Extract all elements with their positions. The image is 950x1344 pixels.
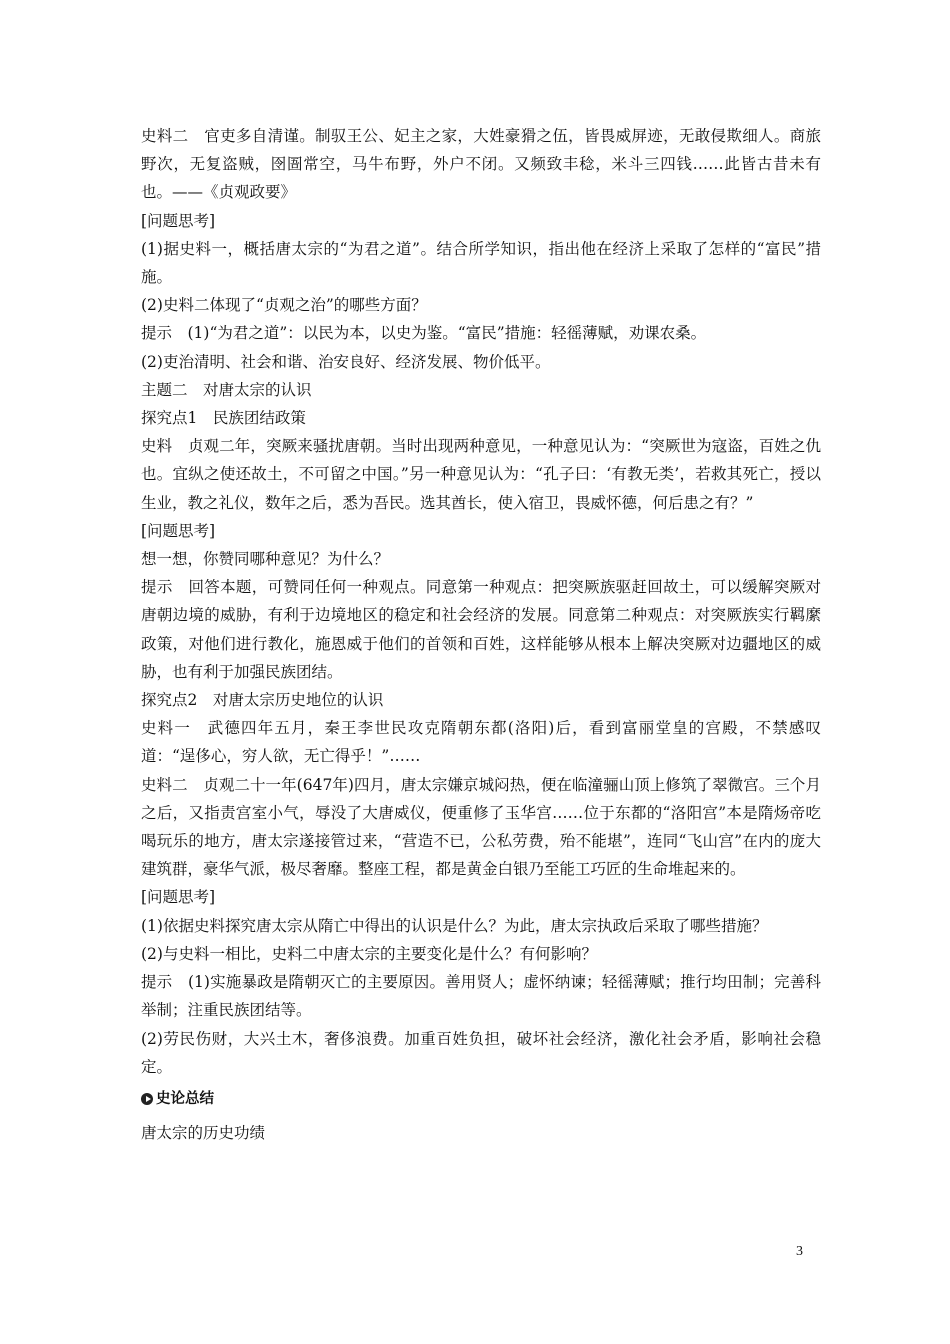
play-circle-icon — [141, 1093, 153, 1105]
inquiry-heading: 探究点1 民族团结政策 — [141, 409, 306, 428]
paragraph: (2)劳民伤财，大兴土木，奢侈浪费。加重百姓负担，破坏社会经济，激化社会矛盾，影响社会稳定。 — [141, 1029, 821, 1076]
paragraph: 史料二 官吏多自清谨。制驭王公、妃主之家，大姓豪猾之伍，皆畏威屏迹，无敢侵欺细人。商旅野次，无复盗贼，囹圄常空，马牛布野，外户不闭。又频致丰稔，米斗三四钱……此皆古昔未有也。——《贞观政要》 — [141, 127, 821, 202]
paragraph: [问题思考] — [141, 211, 216, 230]
page-content — [141, 122, 821, 1147]
topic-heading: 主题二 对唐太宗的认识 — [141, 380, 312, 399]
paragraph: [问题思考] — [141, 888, 216, 907]
paragraph: 史料 贞观二年，突厥来骚扰唐朝。当时出现两种意见，一种意见认为：“突厥世为寇盗，百姓之仇也。宜纵之使还故土，不可留之中国。”另一种意见认为：“孔子曰：‘有教无类’，若救其死亡，授以生业，教之礼仪，数年之后，悉为吾民。选其酋长，使入宿卫，畏威怀德，何后患之有？” — [141, 437, 821, 512]
paragraph: (2)吏治清明、社会和谐、治安良好、经济发展、物价低平。 — [141, 352, 551, 371]
closing-line: 唐太宗的历史功绩 — [141, 1123, 266, 1142]
summary-heading-label: 史论总结 — [156, 1090, 214, 1107]
summary-heading — [141, 1085, 821, 1113]
paragraph: 提示 (1)“为君之道”：以民为本，以史为鉴。“富民”措施：轻徭薄赋，劝课农桑。 — [141, 324, 707, 343]
page-number: 3 — [796, 1244, 803, 1259]
paragraph: 史料二 贞观二十一年(647年)四月，唐太宗嫌京城闷热，便在临潼骊山顶上修筑了翠微宫。三个月之后，又指责宫室小气，辱没了大唐威仪，便重修了玉华宫……位于东都的“洛阳宫”本是隋炀帝吃喝玩乐的地方，唐太宗遂接管过来，“营造不已，公私劳费，殆不能堪”，连同“飞山宫”在内的庞大建筑群，豪华气派，极尽奢靡。整座工程，都是黄金白银乃至能工巧匠的生命堆起来的。 — [141, 775, 821, 879]
inquiry-heading: 探究点2 对唐太宗历史地位的认识 — [141, 691, 384, 710]
paragraph: (1)依据史料探究唐太宗从隋亡中得出的认识是什么？为此，唐太宗执政后采取了哪些措施？ — [141, 916, 768, 935]
paragraph: 提示 (1)实施暴政是隋朝灭亡的主要原因。善用贤人；虚怀纳谏；轻徭薄赋；推行均田制；完善科举制；注重民族团结等。 — [141, 973, 821, 1020]
paragraph: [问题思考] — [141, 521, 216, 540]
paragraph: (2)与史料一相比，史料二中唐太宗的主要变化是什么？有何影响？ — [141, 944, 597, 963]
paragraph: 提示 回答本题，可赞同任何一种观点。同意第一种观点：把突厥族驱赶回故土，可以缓解突厥对唐朝边境的威胁，有利于边境地区的稳定和社会经济的发展。同意第二种观点：对突厥族实行羁縻政策，对他们进行教化，施恩威于他们的首领和百姓，这样能够从根本上解决突厥对边疆地区的威胁，也有利于加强民族团结。 — [141, 578, 821, 681]
paragraph: 想一想，你赞同哪种意见？为什么？ — [141, 550, 390, 569]
paragraph: (2)史料二体现了“贞观之治”的哪些方面？ — [141, 296, 427, 315]
paragraph: 史料一 武德四年五月，秦王李世民攻克隋朝东都(洛阳)后，看到富丽堂皇的宫殿，不禁感叹道：“逞侈心，穷人欲，无亡得乎！”…… — [141, 719, 821, 766]
paragraph: (1)据史料一，概括唐太宗的“为君之道”。结合所学知识，指出他在经济上采取了怎样的“富民”措施。 — [141, 239, 821, 287]
